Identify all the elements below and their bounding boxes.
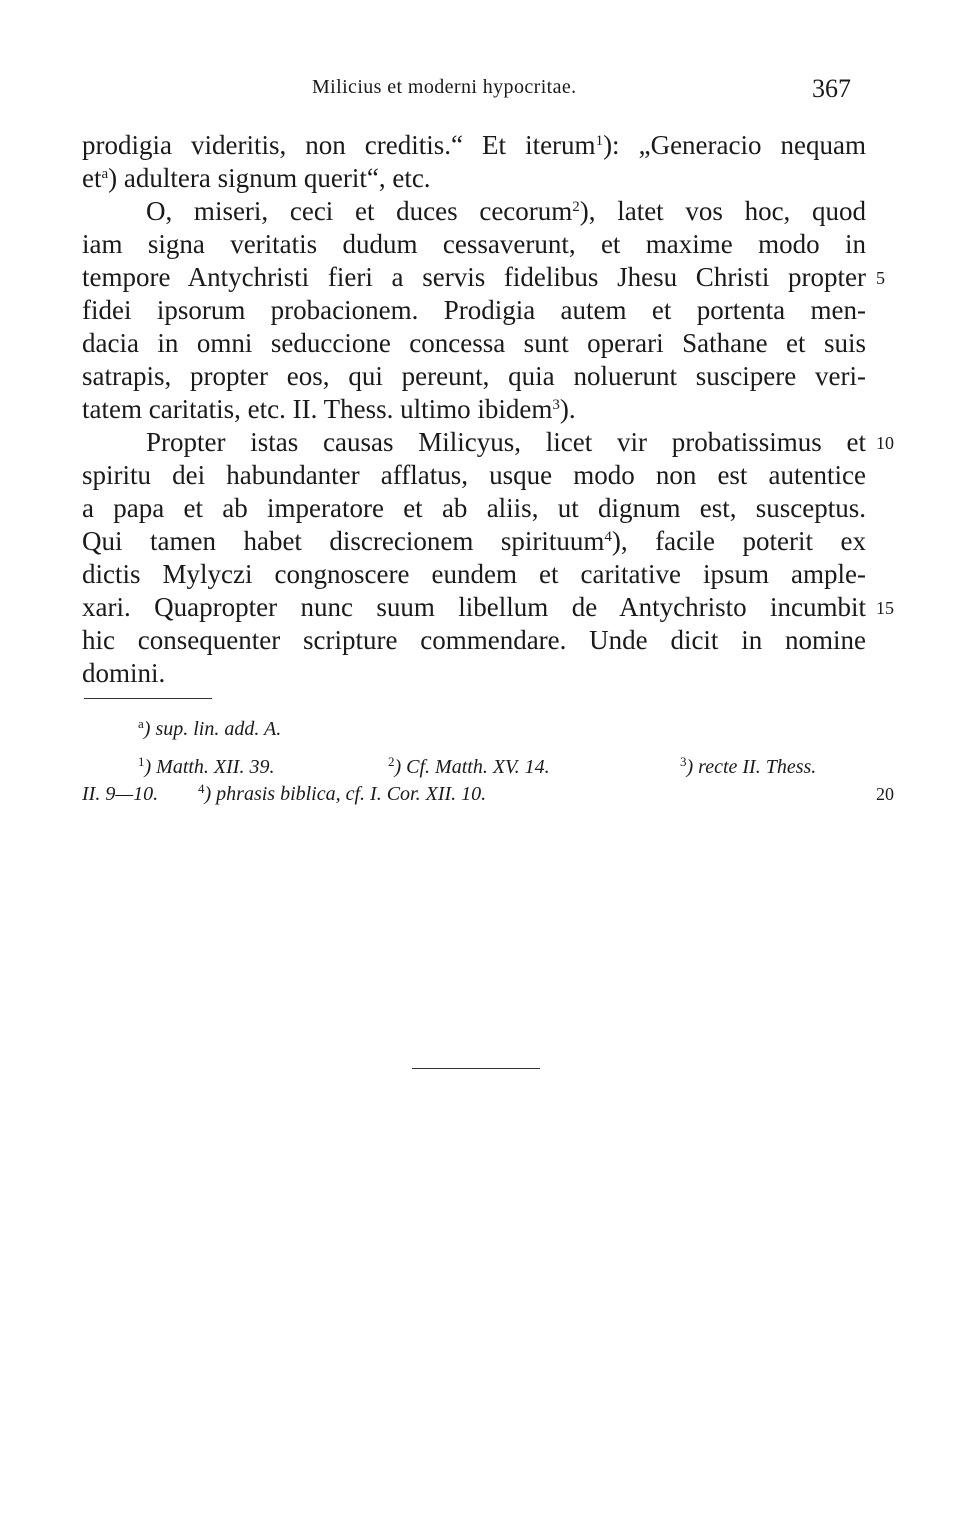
footnote-mark: 1 [595, 133, 604, 149]
text-line-1: prodigia videritis, non creditis.“ Et iterum$^1$): „Generacio nequam [82, 130, 866, 160]
text-line-15: xari. Quapropter nunc suum libellum de Antychristo incumbit [82, 592, 866, 622]
margin-line-number: 10 [876, 433, 894, 453]
text-line-17: domini. [82, 658, 166, 688]
text-line-3: O, miseri, ceci et duces cecorum$^2$), latet vos hoc, quod [146, 196, 866, 226]
text-line-7: dacia in omni seduccione concessa sunt operari Sathane et suis [82, 328, 866, 358]
text-line-16: hic consequenter scripture commendare. Unde dicit in nomine [82, 625, 866, 655]
text-line-13: Qui tamen habet discrecionem spirituum$^4$), facile poterit ex [82, 526, 866, 556]
footnote-2: $^2$) Cf. Matth. XV. 14. [388, 754, 550, 778]
running-head: Milicius et moderni hypocritae. [312, 76, 577, 98]
page-number: 367 [812, 74, 851, 103]
margin-line-number: 20 [876, 784, 894, 804]
text-line-9: tatem caritatis, etc. II. Thess. ultimo ibidem$^3$). [82, 394, 576, 424]
footnote-3-continued: II. 9—10. [82, 783, 159, 805]
footnote-mark: 4 [604, 529, 612, 545]
text-line-8: satrapis, propter eos, qui pereunt, quia noluerunt suscipere veri- [82, 361, 866, 391]
footnote-mark: 3 [552, 397, 560, 413]
margin-line-number: 5 [876, 268, 885, 288]
textual-footnote: $^a$) sup. lin. add. A. [138, 716, 282, 740]
text-line-14: dictis Mylyczi congnoscere eundem et caritative ipsum ample- [82, 559, 866, 589]
text-line-4: iam signa veritatis dudum cessaverunt, et maxime modo in [82, 229, 866, 259]
margin-line-number: 15 [876, 598, 894, 618]
text-line-6: fidei ipsorum probacionem. Prodigia autem et portenta men- [82, 295, 866, 325]
text-line-11: spiritu dei habundanter afflatus, usque modo non est autentice [82, 460, 866, 490]
text-line-5: tempore Antychristi fieri a servis fidelibus Jhesu Christi propter [82, 262, 866, 292]
end-of-section-rule [412, 1068, 540, 1069]
footnote-mark: a [101, 166, 109, 182]
footnote-1: $^1$) Matth. XII. 39. [138, 754, 275, 778]
footnote-4: $^4$) phrasis biblica, cf. I. Cor. XII. 10. [198, 781, 487, 805]
text-line-10: Propter istas causas Milicyus, licet vir probatissimus et [146, 427, 866, 457]
footnote-separator [84, 698, 212, 699]
text-line-2: $et^a$) adultera signum querit“, etc. [82, 163, 431, 193]
footnote-3: $^3$) recte II. Thess. [680, 754, 817, 778]
footnote-mark: 2 [572, 199, 580, 215]
text-line-12: a papa et ab imperatore et ab aliis, ut dignum est, susceptus. [82, 493, 866, 523]
